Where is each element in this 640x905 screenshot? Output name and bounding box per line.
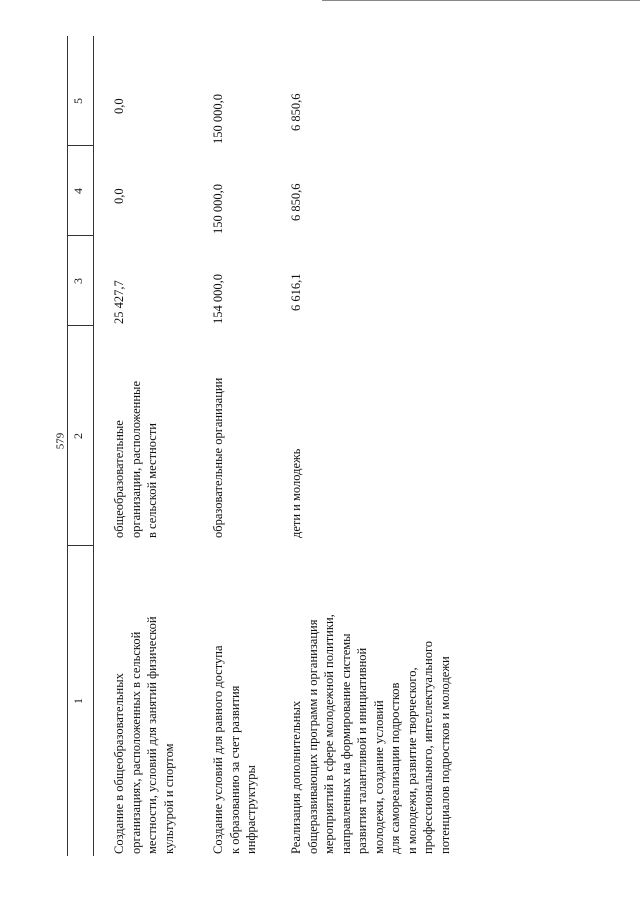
row-3-name: Реализация дополнительных общеразвивающих программ и организация мероприятий в сфере молодежной политики, направленных на формирование системы развития талантливой и инициативной молодежи, создание условий для самореализации подростков и молодежи, развитие творческого, профессионального, интеллектуального потенциалов подростков и молодежи xyxy=(289,614,452,854)
row-1-name: Создание в общеобразовательных организациях, расположенных в сельской местности, условий для занятий физической культурой и спортом xyxy=(112,616,176,854)
row-3-col4: 6 850,6 xyxy=(289,183,303,221)
row-1-col4: 0,0 xyxy=(112,188,126,204)
row-3-col5: 6 850,6 xyxy=(289,93,303,131)
column-separator xyxy=(67,145,93,146)
row-2-recipients: образовательные организации xyxy=(211,377,225,538)
row-2-col4: 150 000,0 xyxy=(211,184,225,234)
column-separator xyxy=(67,235,93,236)
column-number-5: 5 xyxy=(71,98,85,104)
row-2-col3: 154 000,0 xyxy=(211,274,225,324)
rotated-table xyxy=(67,36,587,856)
page-number: 579 xyxy=(54,432,67,450)
table-top-rule xyxy=(67,36,68,856)
row-2-name: Создание условий для равного доступа к образованию за счет развития инфраструктуры xyxy=(211,645,258,854)
column-number-4: 4 xyxy=(71,188,85,194)
row-2-col5: 150 000,0 xyxy=(211,94,225,144)
column-separator xyxy=(67,325,93,326)
row-1-col3: 25 427,7 xyxy=(112,280,126,324)
column-number-2: 2 xyxy=(71,433,85,439)
column-number-3: 3 xyxy=(71,278,85,284)
column-number-1: 1 xyxy=(71,698,85,704)
top-rule xyxy=(322,0,640,1)
header-bottom-rule xyxy=(93,36,94,856)
row-1-recipients: общеобразовательные организации, расположенные в сельской местности xyxy=(112,380,159,538)
column-separator xyxy=(67,545,93,546)
row-3-recipients: дети и молодежь xyxy=(289,448,303,538)
row-3-col3: 6 616,1 xyxy=(289,273,303,311)
row-1-col5: 0,0 xyxy=(112,98,126,114)
